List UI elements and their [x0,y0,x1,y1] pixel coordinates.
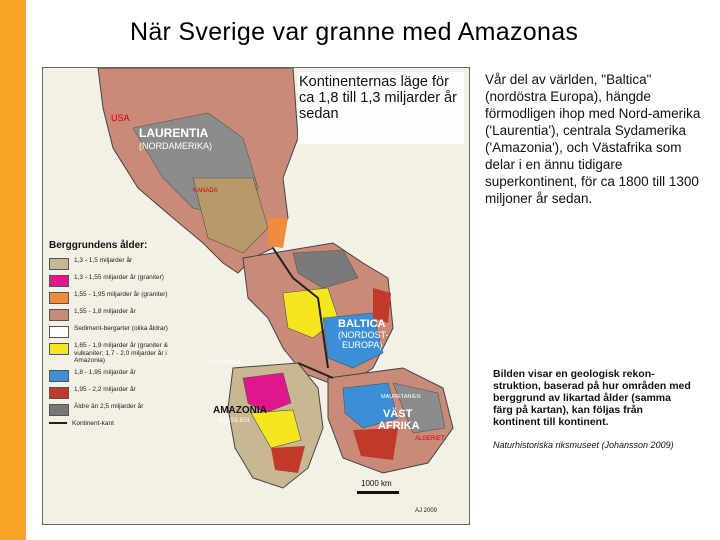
legend-swatch [49,258,69,270]
legend-swatch [49,326,69,338]
scale-bar [357,491,399,494]
laurentia-orange [268,218,288,248]
region-algeriet: ALGERIET [415,436,445,442]
region-baltica: BALTICA [338,318,386,330]
legend-swatch [49,275,69,287]
legend [49,240,179,427]
kontinent-line-icon [49,422,67,424]
legend-item [49,257,179,270]
region-vast-afrika-1: VÄST [383,408,413,420]
region-usa: USA [111,113,130,123]
region-colombia: COLOMBIA [209,360,241,366]
legend-label: 1,55 - 1,8 miljarder år [74,308,136,315]
legend-swatch [49,309,69,321]
legend-label: 1,95 - 2,2 miljarder år [74,385,136,393]
slide-title: När Sverige var granne med Amazonas [130,18,579,46]
legend-item [49,403,179,416]
region-kanada: KANADA [193,188,218,194]
legend-item [49,274,179,287]
legend-title: Berggrundens ålder: [49,240,148,251]
legend-item [49,308,179,321]
legend-item [49,386,179,399]
region-baltica-sub2: EUROPA) [342,340,383,350]
legend-kontinent-label: Kontinent-kant [72,419,114,427]
legend-swatch [49,370,69,382]
legend-swatch [49,404,69,416]
legend-swatch [49,343,69,355]
accent-band [0,0,26,540]
legend-item [49,342,179,365]
legend-item [49,325,179,338]
region-vast-afrika-2: AFRIKA [378,420,420,432]
legend-label: Äldre än 2,5 miljarder år [74,402,144,410]
legend-swatch [49,292,69,304]
region-laurentia-sub: (NORDAMERIKA) [139,141,213,151]
legend-label: 1,3 - 1,55 miljarder år (graniter) [74,274,164,281]
legend-item [49,369,179,382]
geologic-map [42,67,470,525]
map-credit: AJ 2009 [415,508,438,514]
region-baltica-sub1: (NORDOST- [338,330,389,340]
region-brasilien: BRASILIEN [218,418,250,424]
legend-item [49,291,179,304]
legend-kontinent [49,420,179,428]
legend-label: 1,55 - 1,95 miljarder år (graniter) [74,291,168,298]
source-text: Naturhistoriska riksmuseet (Johansson 2009) [493,440,674,450]
map-title: Kontinenternas läge för ca 1,8 till 1,3 miljarder år sedan [299,74,457,122]
legend-label: Sediment-bergarter (olika åldrar) [74,325,168,332]
caption-text: Bilden visar en geologisk rekon-struktion, baserad på hur områden med berggrund av likartad ålder (samma färg på kartan), kan följas från kontinent till kontinent. [493,368,691,428]
scale-label: 1000 km [361,479,392,488]
legend-swatch [49,387,69,399]
description-text: Vår del av världen, "Baltica" (nordöstra Europa), hängde förmodligen ihop med Nord-amerika ('Laurentia'), centrala Sydamerika ('Amazonia'), och Västafrika som delar i en ännu tidigare superkontinent, för ca 1800 till 1300 miljoner år sedan. [485,72,701,206]
legend-label: 1,8 - 1,95 miljarder år [74,368,136,376]
legend-label: 1,3 - 1,5 miljarder år [74,257,133,264]
region-amazonia: AMAZONIA [213,405,267,416]
legend-label: 1,65 - 1,9 miljarder år (graniter & vulkaniter; 1,7 - 2,0 miljarder år i Amazonia) [74,342,168,364]
region-laurentia: LAURENTIA [139,126,209,140]
region-mauretanien: MAURETANIEN [381,394,421,400]
